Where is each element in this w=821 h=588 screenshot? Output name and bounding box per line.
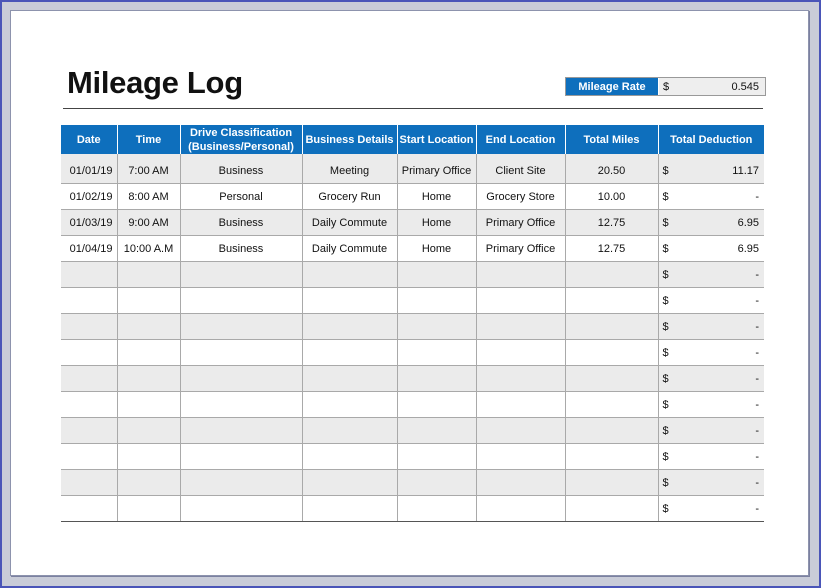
deduction-amount: 11.17 <box>732 164 759 177</box>
deduction-cell[interactable] <box>658 262 764 288</box>
details-cell[interactable] <box>302 340 397 366</box>
start-location-cell[interactable] <box>397 262 476 288</box>
deduction-cell[interactable] <box>658 184 764 210</box>
deduction-cell[interactable] <box>658 288 764 314</box>
end-location-cell[interactable]: Client Site <box>476 154 565 184</box>
deduction-cell[interactable] <box>658 418 764 444</box>
miles-cell[interactable] <box>565 340 658 366</box>
table-row <box>61 418 764 444</box>
date-cell[interactable] <box>61 392 117 418</box>
deduction-cell[interactable] <box>658 340 764 366</box>
col-header-business-details: Business Details <box>302 125 397 154</box>
deduction-amount: - <box>755 476 759 489</box>
table-row <box>61 314 764 340</box>
start-location-cell[interactable] <box>397 340 476 366</box>
deduction-amount: - <box>755 372 759 385</box>
time-cell[interactable] <box>117 366 180 392</box>
end-location-cell[interactable] <box>476 366 565 392</box>
deduction-cell[interactable] <box>658 444 764 470</box>
details-cell[interactable] <box>302 444 397 470</box>
time-cell[interactable] <box>117 340 180 366</box>
mileage-table <box>61 125 764 522</box>
start-location-cell[interactable] <box>397 418 476 444</box>
date-cell[interactable] <box>61 288 117 314</box>
time-cell[interactable] <box>117 314 180 340</box>
deduction-amount: 6.95 <box>737 216 759 229</box>
start-location-cell[interactable] <box>397 366 476 392</box>
time-cell[interactable] <box>117 418 180 444</box>
classification-cell[interactable] <box>180 392 302 418</box>
col-header-end-location: End Location <box>476 125 565 154</box>
col-header-total-miles: Total Miles <box>565 125 658 154</box>
deduction-cell[interactable] <box>658 154 764 184</box>
miles-cell[interactable] <box>565 496 658 522</box>
miles-cell[interactable] <box>565 262 658 288</box>
end-location-cell[interactable] <box>476 418 565 444</box>
end-location-cell[interactable]: Primary Office <box>476 210 565 236</box>
miles-cell[interactable] <box>565 366 658 392</box>
table-row <box>61 184 764 210</box>
time-cell[interactable] <box>117 470 180 496</box>
deduction-amount: - <box>755 502 759 515</box>
deduction-currency: $ <box>662 268 669 281</box>
worksheet <box>10 10 809 576</box>
details-cell[interactable]: Grocery Run <box>302 184 397 210</box>
start-location-cell[interactable] <box>397 444 476 470</box>
date-cell[interactable] <box>61 418 117 444</box>
start-location-cell[interactable] <box>397 392 476 418</box>
miles-cell[interactable] <box>565 392 658 418</box>
mileage-rate-box <box>565 77 766 96</box>
start-location-cell[interactable] <box>397 470 476 496</box>
table-row <box>61 236 764 262</box>
deduction-currency: $ <box>662 294 669 307</box>
time-cell[interactable] <box>117 288 180 314</box>
deduction-amount: - <box>755 268 759 281</box>
classification-cell[interactable] <box>180 496 302 522</box>
deduction-currency: $ <box>662 424 669 437</box>
deduction-cell[interactable] <box>658 236 764 262</box>
miles-cell[interactable]: 20.50 <box>565 154 658 184</box>
end-location-cell[interactable] <box>476 444 565 470</box>
mileage-rate-currency: $ <box>663 80 670 93</box>
deduction-currency: $ <box>662 450 669 463</box>
table-row <box>61 210 764 236</box>
classification-cell[interactable]: Business <box>180 236 302 262</box>
deduction-amount: 6.95 <box>737 242 759 255</box>
time-cell[interactable] <box>117 392 180 418</box>
classification-cell[interactable]: Business <box>180 154 302 184</box>
end-location-cell[interactable] <box>476 470 565 496</box>
time-cell[interactable]: 7:00 AM <box>117 154 180 184</box>
deduction-currency: $ <box>662 320 669 333</box>
mileage-rate-value: 0.545 <box>731 80 759 93</box>
col-header-time: Time <box>117 125 180 154</box>
details-cell[interactable]: Daily Commute <box>302 210 397 236</box>
deduction-amount: - <box>755 190 759 203</box>
end-location-cell[interactable] <box>476 288 565 314</box>
deduction-amount: - <box>755 424 759 437</box>
details-cell[interactable] <box>302 262 397 288</box>
miles-cell[interactable]: 10.00 <box>565 184 658 210</box>
time-cell[interactable] <box>117 444 180 470</box>
table-row <box>61 262 764 288</box>
table-row <box>61 154 764 184</box>
date-cell[interactable]: 01/02/19 <box>61 184 117 210</box>
deduction-amount: - <box>755 346 759 359</box>
details-cell[interactable] <box>302 470 397 496</box>
page-title: Mileage Log <box>67 65 243 100</box>
details-cell[interactable]: Meeting <box>302 154 397 184</box>
deduction-cell[interactable] <box>658 366 764 392</box>
end-location-cell[interactable]: Primary Office <box>476 236 565 262</box>
col-header-date: Date <box>61 125 117 154</box>
end-location-cell[interactable] <box>476 340 565 366</box>
date-cell[interactable] <box>61 444 117 470</box>
time-cell[interactable]: 8:00 AM <box>117 184 180 210</box>
table-row <box>61 392 764 418</box>
deduction-currency: $ <box>662 216 669 229</box>
end-location-cell[interactable] <box>476 496 565 522</box>
miles-cell[interactable] <box>565 314 658 340</box>
deduction-amount: - <box>755 450 759 463</box>
col-header-total-deduction: Total Deduction <box>658 125 764 154</box>
classification-cell[interactable] <box>180 470 302 496</box>
date-cell[interactable] <box>61 470 117 496</box>
end-location-cell[interactable] <box>476 262 565 288</box>
start-location-cell[interactable]: Home <box>397 236 476 262</box>
table-row <box>61 366 764 392</box>
deduction-currency: $ <box>662 164 669 177</box>
deduction-currency: $ <box>662 476 669 489</box>
details-cell[interactable] <box>302 496 397 522</box>
details-cell[interactable] <box>302 392 397 418</box>
classification-cell[interactable]: Personal <box>180 184 302 210</box>
time-cell[interactable] <box>117 496 180 522</box>
deduction-cell[interactable] <box>658 392 764 418</box>
mileage-rate-cell[interactable] <box>659 78 765 95</box>
start-location-cell[interactable] <box>397 314 476 340</box>
deduction-cell[interactable] <box>658 496 764 522</box>
table-row <box>61 444 764 470</box>
miles-cell[interactable] <box>565 470 658 496</box>
date-cell[interactable] <box>61 496 117 522</box>
table-row <box>61 470 764 496</box>
mileage-rate-label: Mileage Rate <box>566 78 659 95</box>
start-location-cell[interactable]: Home <box>397 184 476 210</box>
miles-cell[interactable]: 12.75 <box>565 210 658 236</box>
details-cell[interactable]: Daily Commute <box>302 236 397 262</box>
time-cell[interactable] <box>117 262 180 288</box>
date-cell[interactable]: 01/03/19 <box>61 210 117 236</box>
deduction-currency: $ <box>662 398 669 411</box>
time-cell[interactable]: 9:00 AM <box>117 210 180 236</box>
start-location-cell[interactable] <box>397 496 476 522</box>
date-cell[interactable] <box>61 340 117 366</box>
classification-cell[interactable] <box>180 262 302 288</box>
start-location-cell[interactable]: Home <box>397 210 476 236</box>
date-cell[interactable] <box>61 366 117 392</box>
date-cell[interactable] <box>61 314 117 340</box>
classification-cell[interactable] <box>180 418 302 444</box>
table-row <box>61 340 764 366</box>
date-cell[interactable]: 01/04/19 <box>61 236 117 262</box>
deduction-cell[interactable] <box>658 314 764 340</box>
title-divider <box>63 108 763 109</box>
classification-cell[interactable]: Business <box>180 210 302 236</box>
miles-cell[interactable] <box>565 444 658 470</box>
miles-cell[interactable] <box>565 288 658 314</box>
deduction-currency: $ <box>662 242 669 255</box>
end-location-cell[interactable]: Grocery Store <box>476 184 565 210</box>
details-cell[interactable] <box>302 314 397 340</box>
details-cell[interactable] <box>302 288 397 314</box>
date-cell[interactable]: 01/01/19 <box>61 154 117 184</box>
col-header-start-location: Start Location <box>397 125 476 154</box>
deduction-currency: $ <box>662 190 669 203</box>
miles-cell[interactable]: 12.75 <box>565 236 658 262</box>
start-location-cell[interactable] <box>397 288 476 314</box>
date-cell[interactable] <box>61 262 117 288</box>
classification-cell[interactable] <box>180 288 302 314</box>
classification-cell[interactable] <box>180 340 302 366</box>
col-header-classification: Drive Classification (Business/Personal) <box>180 125 302 154</box>
end-location-cell[interactable] <box>476 392 565 418</box>
start-location-cell[interactable]: Primary Office <box>397 154 476 184</box>
details-cell[interactable] <box>302 366 397 392</box>
time-cell[interactable]: 10:00 A.M <box>117 236 180 262</box>
deduction-cell[interactable] <box>658 470 764 496</box>
deduction-amount: - <box>755 320 759 333</box>
deduction-currency: $ <box>662 502 669 515</box>
classification-cell[interactable] <box>180 314 302 340</box>
miles-cell[interactable] <box>565 418 658 444</box>
classification-cell[interactable] <box>180 366 302 392</box>
deduction-currency: $ <box>662 346 669 359</box>
end-location-cell[interactable] <box>476 314 565 340</box>
table-row <box>61 496 764 522</box>
table-row <box>61 288 764 314</box>
classification-cell[interactable] <box>180 444 302 470</box>
header-row <box>61 125 764 154</box>
deduction-cell[interactable] <box>658 210 764 236</box>
deduction-amount: - <box>755 294 759 307</box>
details-cell[interactable] <box>302 418 397 444</box>
deduction-currency: $ <box>662 372 669 385</box>
deduction-amount: - <box>755 398 759 411</box>
